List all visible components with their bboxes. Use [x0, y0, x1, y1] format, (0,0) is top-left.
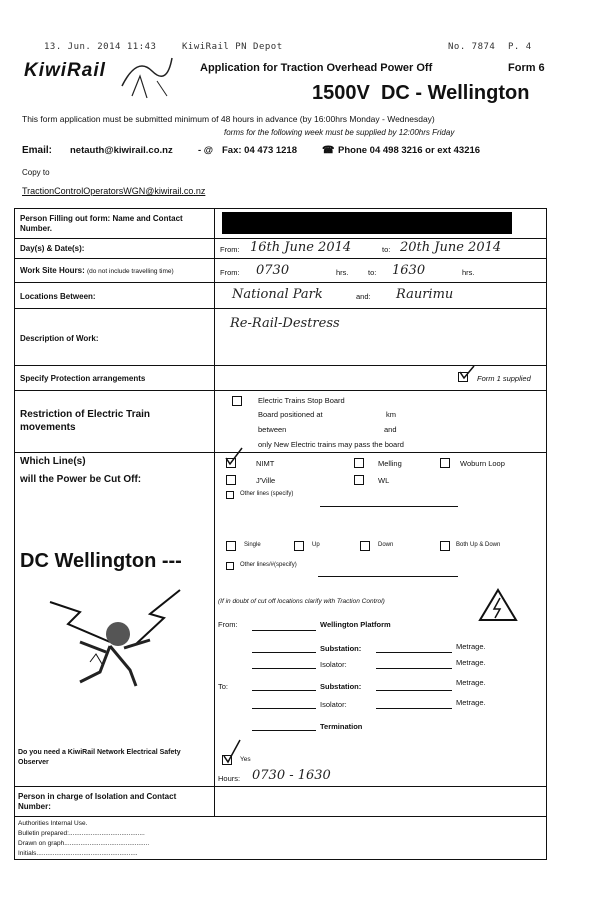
form-number: Form 6	[508, 62, 545, 74]
notice-line-2: forms for the following week must be supplied by 12:00hrs Friday	[224, 128, 455, 137]
from-date-label: From:	[220, 245, 240, 254]
phone-label: Phone 04 498 3216 or ext 43216	[338, 145, 481, 156]
email-label: Email:	[22, 145, 53, 156]
board-positioned-label: Board positioned at	[258, 410, 323, 419]
dc-wellington-heading: DC Wellington ---	[20, 550, 182, 572]
other-lines-checkbox[interactable]	[226, 491, 234, 499]
redacted-name-block	[222, 212, 512, 234]
form1-label: Form 1 supplied	[477, 374, 531, 383]
nimt-label: NIMT	[256, 459, 275, 468]
electrocution-cartoon-icon	[40, 582, 190, 692]
to-isolator-metrage: Metrage.	[456, 698, 486, 707]
from-isolator-label: Isolator:	[320, 660, 347, 669]
from-substation-label: Substation:	[320, 644, 362, 653]
hours-from-label: From:	[220, 268, 240, 277]
wl-checkbox[interactable]	[354, 475, 364, 485]
and-label: and	[384, 425, 397, 434]
to-substation-label: Substation:	[320, 682, 362, 691]
to-date-label: to:	[382, 245, 391, 254]
woburn-checkbox[interactable]	[440, 458, 450, 468]
copy-to-label: Copy to	[22, 168, 50, 177]
to-isolator-label: Isolator:	[320, 700, 347, 709]
logo-scribble-icon	[112, 46, 182, 106]
location-and-label: and:	[356, 292, 371, 301]
authorities-internal-use: Authorities Internal Use.	[18, 820, 88, 827]
drawn-on-graph: Drawn on graph...............................................	[18, 840, 150, 847]
high-voltage-warning-icon	[478, 588, 518, 622]
jville-checkbox[interactable]	[226, 475, 236, 485]
other-lines-label: Other lines (specify)	[240, 491, 294, 497]
from-substation-field[interactable]	[376, 652, 452, 653]
location-from-value[interactable]: National Park	[232, 287, 323, 302]
email-fax-separator: - @	[198, 145, 214, 156]
fax-number: No. 7874	[448, 42, 496, 52]
description-label: Description of Work:	[20, 334, 99, 343]
jville-label: J'Ville	[256, 476, 276, 485]
down-label: Down	[378, 542, 394, 548]
up-checkbox[interactable]	[294, 541, 304, 551]
wl-label: WL	[378, 476, 390, 485]
observer-hours-value[interactable]: 0730 - 1630	[252, 768, 331, 783]
restriction-label: Restriction of Electric Train movements	[20, 409, 151, 433]
from-isolator-metrage: Metrage.	[456, 658, 486, 667]
work-site-hours-label: Work Site Hours: (do not include travelling time)	[20, 266, 174, 275]
isolation-person-label: Person in charge of Isolation and Contact Number:	[18, 792, 177, 811]
between-label: between	[258, 425, 287, 434]
checkmark-icon	[458, 364, 476, 380]
fax-date-time: 13. Jun. 2014 11:43	[44, 42, 157, 52]
safety-observer-label: Do you need a KiwiRail Network Electrical Safety Observer	[18, 749, 181, 766]
fax-number-label: Fax: 04 473 1218	[222, 145, 298, 156]
from-isolator-field[interactable]	[376, 668, 452, 669]
to2-label: To:	[218, 682, 229, 691]
melling-label: Melling	[378, 459, 402, 468]
both-label: Both Up & Down	[456, 542, 501, 548]
from-substation-metrage: Metrage.	[456, 642, 486, 651]
hours-to-value[interactable]: 1630	[392, 263, 426, 278]
up-label: Up	[312, 542, 320, 548]
other-lines2-field[interactable]	[318, 576, 458, 577]
kiwirail-logo: KiwiRail	[24, 60, 106, 81]
fax-sender: KiwiRail PN Depot	[182, 42, 283, 52]
stop-board-label: Electric Trains Stop Board	[258, 396, 345, 405]
only-new-label: only New Electric trains may pass the board	[258, 440, 404, 449]
woburn-label: Woburn Loop	[460, 459, 505, 468]
hours-from-value[interactable]: 0730	[256, 263, 290, 278]
from2-label: From:	[218, 620, 238, 629]
location-to-value[interactable]: Raurimu	[396, 287, 454, 302]
hours-to-unit: hrs.	[462, 268, 475, 277]
initials: Initials........................................................	[18, 850, 138, 857]
other-lines-field[interactable]	[320, 506, 458, 507]
observer-hours-label: Hours:	[218, 774, 241, 783]
termination-label: Termination	[320, 722, 363, 731]
form-subtitle: 1500V DC - Wellington	[312, 82, 530, 104]
to-date-value[interactable]: 20th June 2014	[400, 240, 502, 255]
power-cut-label: will the Power be Cut Off:	[20, 474, 142, 485]
fax-page: P. 4	[508, 42, 532, 52]
doubt-note: (If in doubt of cut off locations clarify with Traction Control)	[218, 598, 385, 605]
single-label: Single	[244, 542, 261, 548]
observer-yes-label: Yes	[240, 756, 251, 763]
other-lines2-checkbox[interactable]	[226, 562, 234, 570]
description-value[interactable]: Re-Rail-Destress	[230, 316, 340, 331]
person-filling-label: Person Filling out form: Name and Contact Number.	[20, 214, 183, 233]
protection-label: Specify Protection arrangements	[20, 374, 146, 383]
to-substation-field[interactable]	[376, 690, 452, 691]
email-link[interactable]: netauth@kiwirail.co.nz	[70, 145, 173, 156]
to-substation-metrage: Metrage.	[456, 678, 486, 687]
which-line-label: Which Line(s)	[20, 456, 86, 467]
copy-to-email-link[interactable]: TractionControlOperatorsWGN@kiwirail.co.nz	[22, 186, 206, 196]
form-title: Application for Traction Overhead Power Off	[200, 62, 433, 74]
locations-label: Locations Between:	[20, 292, 96, 301]
phone-icon: ☎	[322, 145, 335, 156]
single-checkbox[interactable]	[226, 541, 236, 551]
from-date-value[interactable]: 16th June 2014	[250, 240, 352, 255]
to-isolator-field[interactable]	[376, 708, 452, 709]
melling-checkbox[interactable]	[354, 458, 364, 468]
bulletin-prepared: Bulletin prepared:..........................................	[18, 830, 145, 837]
wellington-platform-label: Wellington Platform	[320, 620, 391, 629]
hours-from-unit: hrs.	[336, 268, 349, 277]
other-lines2-label: Other lines/#(specify)	[240, 562, 297, 568]
down-checkbox[interactable]	[360, 541, 370, 551]
both-checkbox[interactable]	[440, 541, 450, 551]
checkmark-icon	[224, 446, 244, 466]
km-label: km	[386, 410, 396, 419]
days-dates-label: Day(s) & Date(s):	[20, 244, 85, 253]
stop-board-checkbox[interactable]	[232, 396, 242, 406]
notice-line-1: This form application must be submitted minimum of 48 hours in advance (by 16:00hrs Monday - Wednesday)	[22, 114, 435, 124]
hours-to-label: to:	[368, 268, 377, 277]
